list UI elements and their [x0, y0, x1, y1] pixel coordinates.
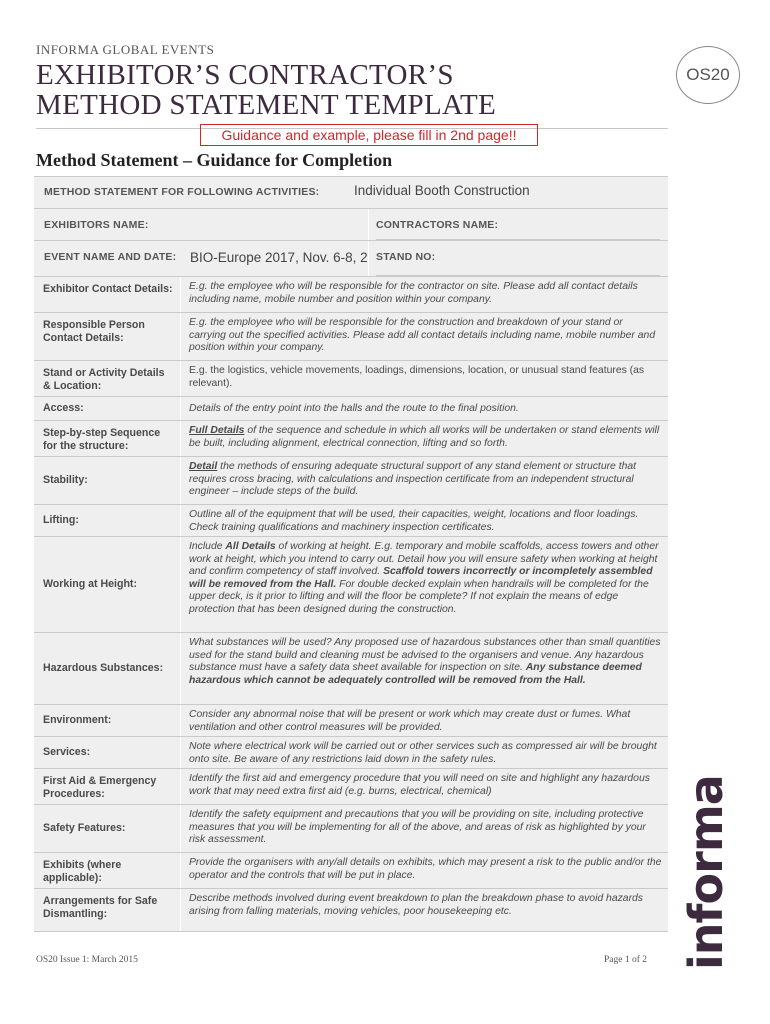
table-row — [34, 456, 668, 504]
row-label: Services: — [43, 746, 91, 758]
table-row — [34, 888, 668, 932]
footer-page-number: Page 1 of 2 — [604, 955, 648, 965]
row-label: Stability: — [43, 474, 88, 486]
title-line-2: METHOD STATEMENT TEMPLATE — [36, 89, 497, 121]
emphasis-text: Detail — [189, 461, 218, 472]
row-label: Responsible Person Contact Details: — [43, 319, 145, 344]
row-guidance-text — [180, 537, 668, 632]
emphasis-text: Full Details — [189, 425, 245, 436]
row-guidance-text: Identify the safety equipment and precautions that you will be providing on site, including protective measures that you will be implementing for all of the above, and areas of risk as highlighted by your risk assessment. — [180, 805, 668, 852]
brand-name: INFORMA GLOBAL EVENTS — [36, 42, 215, 57]
exhibitors-name-label: EXHIBITORS NAME: — [44, 219, 149, 231]
activities-input[interactable]: Individual Booth Construction — [354, 183, 530, 198]
section-title: Method Statement – Guidance for Completion — [36, 150, 393, 170]
document-title — [36, 60, 496, 120]
guidance-note: Guidance and example, please fill in 2nd page!! — [200, 124, 538, 146]
table-row — [34, 768, 668, 804]
guidance-text: Include — [189, 541, 226, 552]
row-label: Arrangements for Safe Dismantling: — [43, 895, 158, 920]
guidance-text: of the sequence and schedule in which all works will be undertaken or stand elements will be built, including alignment, electrical connection, lifting and so forth. — [189, 425, 660, 449]
row-guidance-text: Consider any abnormal noise that will be present or work which may create dust or fumes. What ventilation and other control measures will be provided. — [180, 705, 668, 736]
row-guidance-text — [180, 457, 668, 504]
table-row — [34, 736, 668, 768]
row-label: Environment: — [43, 714, 112, 726]
row-guidance-text: Outline all of the equipment that will be used, their capacities, weight, locations and floor loadings. Check training qualifications and machinery inspection certificates. — [180, 505, 668, 536]
table-row — [34, 852, 668, 888]
event-name-label: EVENT NAME AND DATE: — [44, 251, 177, 263]
row-label: Exhibits (where applicable): — [43, 859, 122, 884]
row-label: Safety Features: — [43, 822, 126, 834]
row-guidance-text: Note where electrical work will be carried out or other services such as compressed air will be brought onto site. Be aware of any restrictions laid down in the safety rules. — [180, 737, 668, 768]
row-label: Working at Height: — [43, 578, 137, 590]
row-guidance-text: Details of the entry point into the halls and the route to the final position. — [180, 397, 668, 420]
row-guidance-text: E.g. the logistics, vehicle movements, loadings, dimensions, location, or unusual stand features (as relevant). — [180, 361, 668, 396]
table-row — [34, 360, 668, 396]
table-row — [34, 420, 668, 456]
row-label: Stand or Activity Details & Location: — [43, 367, 165, 392]
row-label: Exhibitor Contact Details: — [43, 283, 173, 295]
column-separator — [368, 209, 369, 241]
emphasis-text: Any substance deemed hazardous which cannot be adequately controlled will be removed from the Hall. — [189, 662, 642, 686]
emphasis-text: Scaffold towers incorrectly or incompletely assembled will be removed from the Hall. — [189, 566, 653, 590]
row-guidance-text — [180, 421, 668, 456]
informa-logo: informa — [679, 775, 733, 970]
column-separator — [368, 241, 369, 277]
event-field-row — [34, 240, 668, 276]
names-field-row — [34, 208, 668, 240]
activities-field-row — [34, 176, 668, 208]
table-row — [34, 396, 668, 420]
table-row — [34, 704, 668, 736]
document-code-badge: OS20 — [676, 46, 740, 104]
row-guidance-text: E.g. the employee who will be responsible for the construction and breakdown of your stand or carrying out the specified activities. Please add all contact details including name, mobile number and position within your company. — [180, 313, 668, 360]
row-label: First Aid & Emergency Procedures: — [43, 775, 157, 800]
guidance-text: What substances will be used? Any proposed use of hazardous substances other than small quantities used for the stand build and cleaning must be advised to the organisers and venue. Any hazardous substance must have a safety data sheet available for inspection on site. — [189, 637, 661, 674]
table-row — [34, 804, 668, 852]
row-guidance-text: Describe methods involved during event breakdown to plan the breakdown phase to avoid hazards arising from falling materials, moving vehicles, poor housekeeping etc. — [180, 889, 668, 931]
row-label: Lifting: — [43, 514, 79, 526]
guidance-text: For double decked explain when handrails will be completed for the upper deck, is it prior to lifting and will the floor be complete? If not explain the means of edge protection that has been designed during the construction. — [189, 578, 649, 615]
table-row — [34, 276, 668, 312]
table-row — [34, 632, 668, 704]
guidance-text: of working at height. E.g. temporary and mobile scaffolds, access towers and other work at height, which you intend to carry out. Detail how you will ensure safety when working at height and confirm competency of staff involved. — [189, 541, 659, 578]
table-row — [34, 312, 668, 360]
row-guidance-text: Provide the organisers with any/all details on exhibits, which may present a risk to the public and/or the operator and the controls that will be put in place. — [180, 853, 668, 888]
emphasis-text: All Details — [225, 541, 276, 552]
row-guidance-text — [180, 633, 668, 704]
row-label: Access: — [43, 402, 84, 414]
guidance-text: the methods of ensuring adequate structural support of any stand element or structure that requires cross bracing, with calculations and inspection certificate from an independent structural engineer – include steps of the build. — [189, 461, 637, 498]
title-line-1: EXHIBITOR’S CONTRACTOR’S — [36, 59, 454, 91]
table-row — [34, 536, 668, 632]
table-row — [34, 504, 668, 536]
activities-label: METHOD STATEMENT FOR FOLLOWING ACTIVITIES: — [44, 186, 320, 198]
row-guidance-text: E.g. the employee who will be responsible for the contractor on site. Please add all contact details including name, mobile number and position within your company. — [180, 277, 668, 312]
row-guidance-text: Identify the first aid and emergency procedure that you will need on site and highlight any hazardous work that may need extra first aid (e.g. burns, electrical, chemical) — [180, 769, 668, 804]
footer-issue: OS20 Issue 1: March 2015 — [36, 955, 138, 965]
contractors-name-label: CONTRACTORS NAME: — [376, 219, 499, 231]
event-name-input[interactable]: BIO-Europe 2017, Nov. 6-8, 2 — [190, 250, 368, 265]
stand-number-label: STAND NO: — [376, 251, 436, 263]
row-label: Hazardous Substances: — [43, 662, 164, 674]
row-label: Step-by-step Sequence for the structure: — [43, 427, 161, 452]
